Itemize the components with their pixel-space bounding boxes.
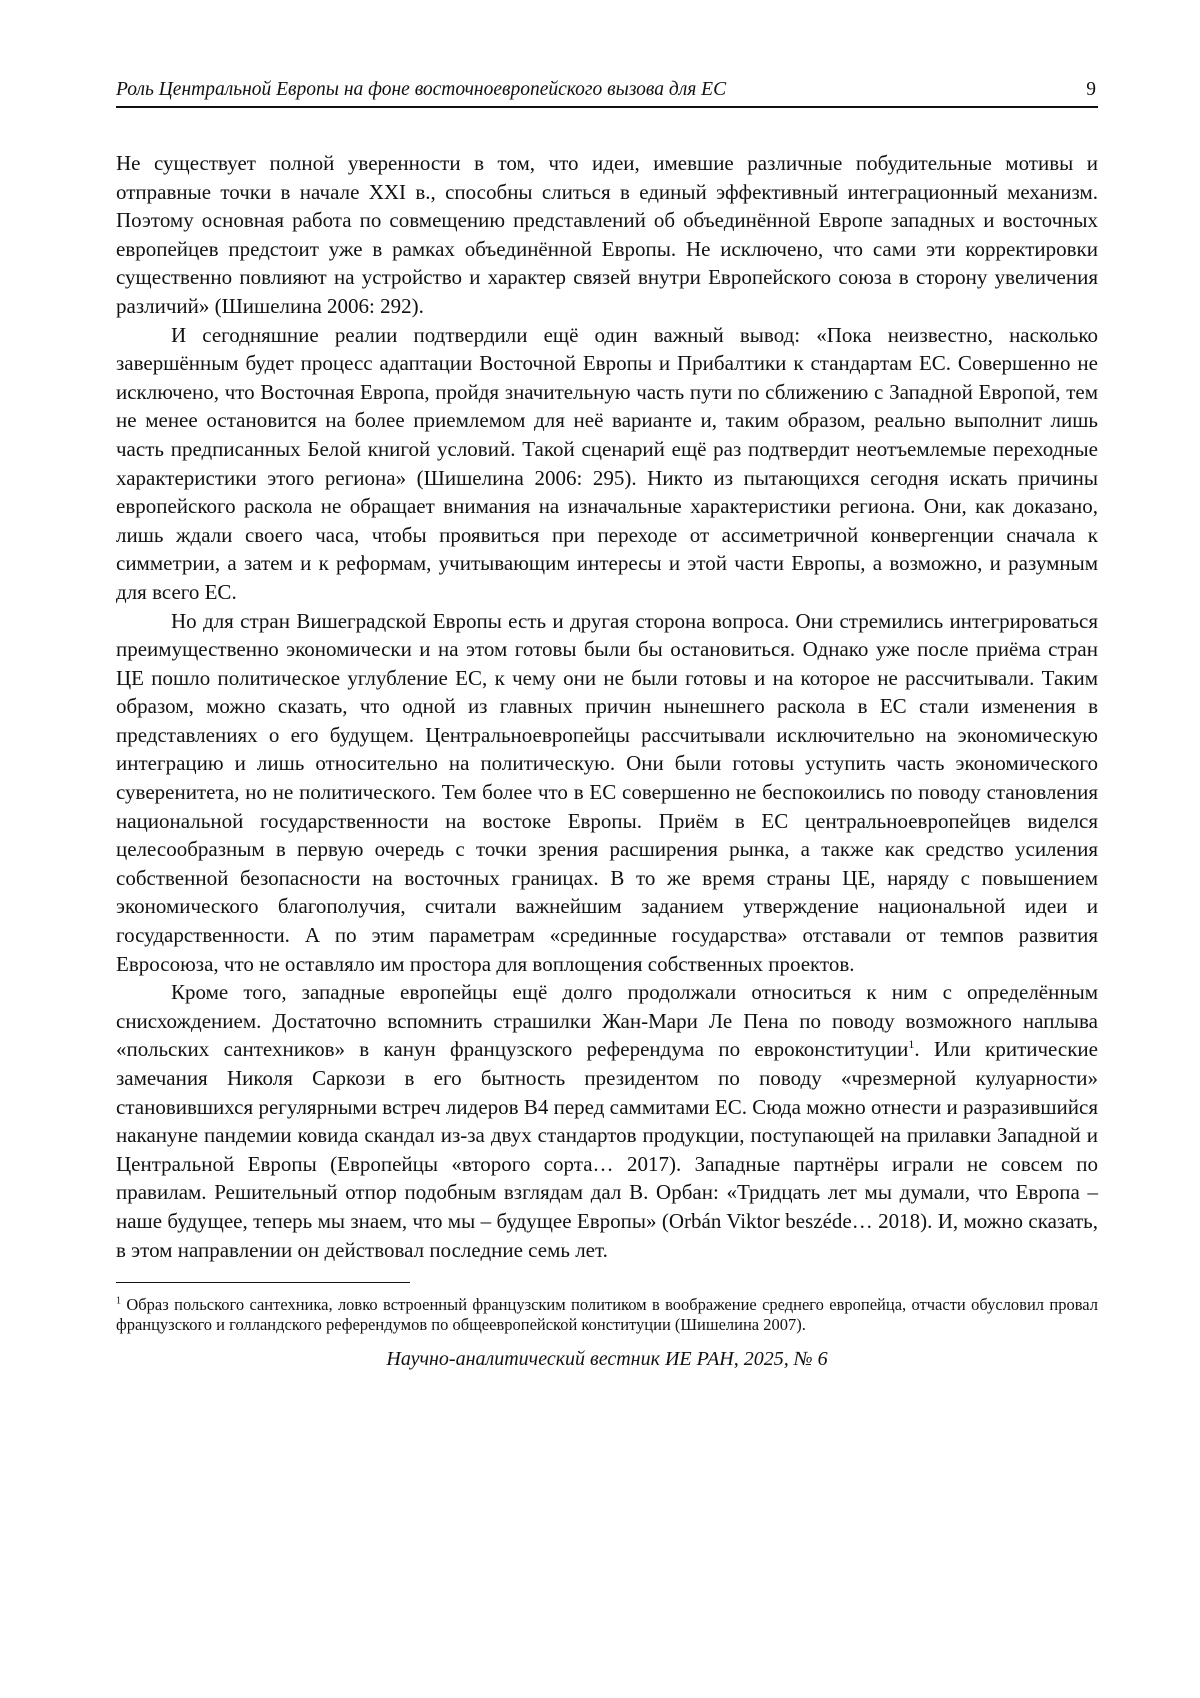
paragraph-3: Но для стран Вишеградской Европы есть и другая сторона вопроса. Они стремились интегрироваться преимущественно экономически и на этом готовы были бы остановиться. Однако уже после приёма стран ЦЕ пошло политическое углубление ЕС, к чему они не были готовы и на которое не рассчитывали. Таким образом, можно сказать, что одной из главных причин нынешнего раскола в ЕС стали изменения в представлениях о его будущем. Центральноевропейцы рассчитывали исключительно на экономическую интеграцию и лишь относительно на политическую. Они были готовы уступить часть экономического суверенитета, но не политического. Тем более что в ЕС совершенно не беспокоились по поводу становления национальной государственности на востоке Европы. Приём в ЕС центральноевропейцев виделся целесообразным в первую очередь с точки зрения расширения рынка, а также как средство усиления собственной безопасности на восточных границах. В то же время страны ЦЕ, наряду с повышением экономического благополучия, считали важнейшим заданием утверждение национальной идеи и государственности. А по этим параметрам «срединные государства» отставали от темпов развития Евросоюза, что не оставляло им простора для воплощения собственных проектов. xyxy=(116,608,1098,976)
footnote-reference[interactable]: 1 xyxy=(908,1037,915,1052)
paragraph-2: И сегодняшние реалии подтвердили ещё один важный вывод: «Пока неизвестно, насколько завершённым будет процесс адаптации Восточной Европы и Прибалтики к стандартам ЕС. Совершенно не исключено, что Восточная Европа, пройдя значительную часть пути по сближению с Западной Европой, тем не менее остановится на более приемлемом для неё варианте и, таким образом, реально выполнит лишь часть предписанных Белой книгой условий. Такой сценарий ещё раз подтвердит неотъемлемые переходные характеристики этого региона» (Шишелина 2006: 295). Никто из пытающихся сегодня искать причины европейского раскола не обращает внимания на изначальные характеристики региона. Они, как доказано, лишь ждали своего часа, чтобы проявиться при переходе от ассиметричной конвергенции сначала к симметрии, а затем и к реформам, учитывающим интересы и этой части Европы, а возможно, и разумным для всего ЕС. xyxy=(116,322,1098,604)
footnote-number: 1 xyxy=(116,1295,121,1307)
running-header xyxy=(116,78,1098,108)
paragraph-1: Не существует полной уверенности в том, что идеи, имевшие различные побудительные мотивы и отправные точки в начале XXI в., способны слиться в единый эффективный интеграционный механизм. Поэтому основная работа по совмещению представлений об объединённой Европе западных и восточных европейцев предстоит уже в рамках объединённой Европы. Не исключено, что сами эти корректировки существенно повлияют на устройство и характер связей внутри Европейского союза в сторону увеличения различий» (Шишелина 2006: 292). xyxy=(116,151,1098,318)
footnote xyxy=(116,1295,1098,1334)
paragraph-4 xyxy=(116,978,1098,1264)
paragraph-4-part-2: . Или критические замечания Николя Саркози в его бытность президентом по поводу «чрезмерной кулуарности» становившихся регулярными встреч лидеров В4 перед саммитами ЕС. Сюда можно отнести и разразившийся накануне пандемии ковида скандал из-за двух стандартов продукции, поступающей на прилавки Западной и Центральной Европы (Европейцы «второго сорта… 2017). Западные партнёры играли не совсем по правилам. Решительный отпор подобным взглядам дал В. Орбан: «Тридцать лет мы думали, что Европа – наше будущее, теперь мы знаем, что мы – будущее Европы» (Orbán Viktor beszéde… 2018). И, можно сказать, в этом направлении он действовал последние семь лет. xyxy=(116,1037,1098,1262)
footnote-text: Образ польского сантехника, ловко встроенный французским политиком в воображение среднего европейца, отчасти обусловил провал французского и голландского референдумов по общеевропейской конституции (Шишелина 2007). xyxy=(116,1295,1098,1334)
page xyxy=(116,78,1098,1371)
page-number: 9 xyxy=(1086,79,1096,100)
running-title: Роль Центральной Европы на фоне восточноевропейского вызова для ЕС xyxy=(116,79,727,100)
journal-footer: Научно-аналитический вестник ИЕ РАН, 2025, № 6 xyxy=(386,1348,828,1371)
footnote-divider xyxy=(116,1282,410,1283)
paragraph-4-part-1: Кроме того, западные европейцы ещё долго продолжали относиться к ним с определённым снисхождением. Достаточно вспомнить страшилки Жан-Мари Ле Пена по поводу возможного наплыва «польских сантехников» в канун французского референдума по евроконституции xyxy=(116,980,1098,1062)
article-body xyxy=(116,149,1098,1264)
